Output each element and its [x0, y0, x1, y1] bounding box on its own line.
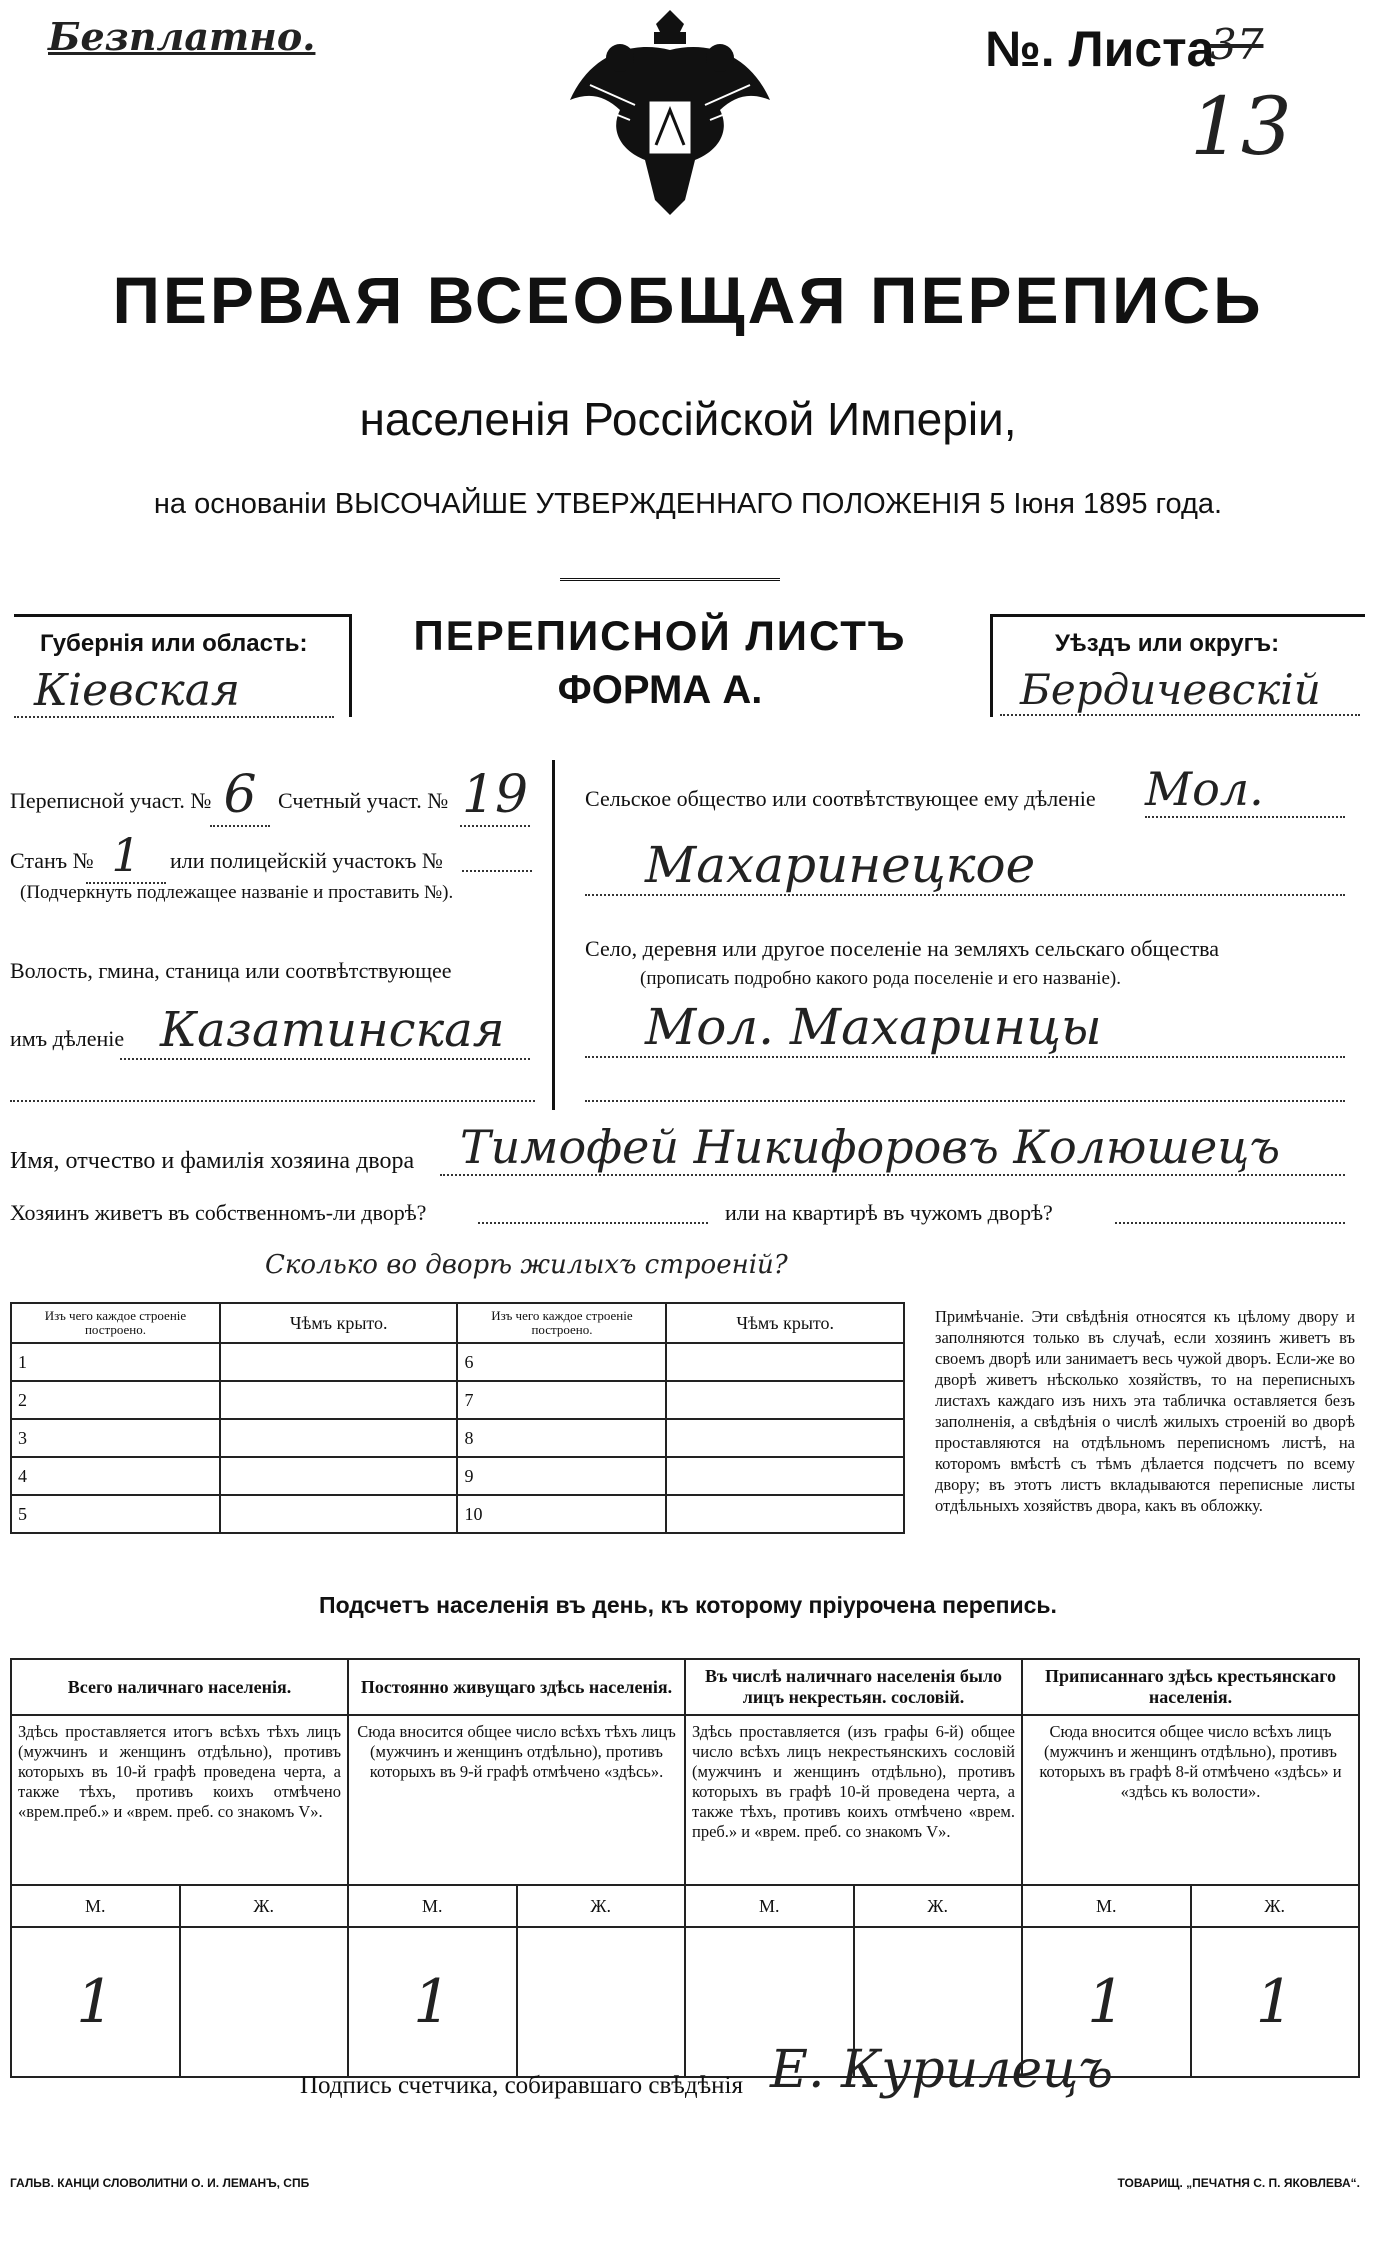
ornament-divider: [560, 578, 780, 581]
sheet-number-old: 37: [1210, 20, 1264, 69]
district-label: Уѣздъ или округъ:: [1055, 630, 1280, 657]
buildings-col-material: Изъ чего каждое строеніе построено.: [11, 1303, 220, 1343]
province-value: Кіевская: [14, 665, 334, 718]
society-value-1: Мол.: [1145, 762, 1345, 818]
province-label: Губернія или область:: [40, 630, 308, 657]
population-col-resident: Постоянно живущаго здѣсь населенія.: [348, 1659, 685, 1715]
owner-label: Имя, отчество и фамилія хозяина двора: [10, 1148, 415, 1174]
table-row: [11, 1495, 904, 1533]
volost-label: Волость, гмина, станица или соотвѣтствующее: [10, 958, 452, 983]
population-col-registered: Приписаннаго здѣсь крестьянскаго населенія.: [1022, 1659, 1359, 1715]
row-number: 6: [457, 1343, 666, 1381]
population-col-non-peasant: Въ числѣ наличнаго населенія было лицъ некрестьян. сословій.: [685, 1659, 1022, 1715]
row-number: 9: [457, 1457, 666, 1495]
table-row: [11, 1457, 904, 1495]
description-total: Здѣсь проставляется итогъ всѣхъ тѣхъ лицъ (мужчинъ и женщинъ отдѣльно), противъ которыхъ въ 10-й графѣ проведена черта, а также тѣхъ, противъ коихъ отмѣчено «врем.преб.» и «врем. преб. со знакомъ V».: [11, 1715, 348, 1885]
police-district-label: или полицейскій участокъ №: [170, 848, 443, 873]
count-value: 1: [348, 1927, 517, 2077]
sex-label: М.: [348, 1885, 517, 1927]
volost-extra-line: [10, 1100, 535, 1102]
buildings-table: [10, 1302, 905, 1534]
sex-label: Ж.: [854, 1885, 1023, 1927]
buildings-col-material-2: Изъ чего каждое строеніе построено.: [457, 1303, 666, 1343]
sex-label: М.: [11, 1885, 180, 1927]
signature-label: Подпись счетчика, собиравшаго свѣдѣнія: [300, 2072, 743, 2099]
village-extra-line: [585, 1100, 1345, 1102]
count-value: [517, 1927, 686, 2077]
count-value: [180, 1927, 349, 2077]
note-text: Примѣчаніе. Эти свѣдѣнія относятся къ цѣлому двору и заполняются только въ случаѣ, если хозяинъ живетъ въ своемъ дворѣ или занимаетъ весь чужой дворъ. Если-же во дворѣ живетъ нѣсколько хозяйствъ, то на переписныхъ листахъ каждаго изъ нихъ эта табличка оставляется безъ заполненія, а свѣдѣнія о числѣ жилыхъ строеній во дворѣ проставляются на отдѣльномъ переписномъ листѣ, на которомъ вмѣстѣ съ тѣмъ дѣлается подсчетъ по всему двору; въ этотъ листъ вкладываются переписные листы отдѣльныхъ хозяйствъ двора, какъ въ обложку.: [935, 1307, 1355, 1515]
sex-label: Ж.: [517, 1885, 686, 1927]
row-number: 1: [11, 1343, 220, 1381]
sex-label: Ж.: [1191, 1885, 1360, 1927]
census-district-value: 6: [210, 765, 270, 827]
row-number: 4: [11, 1457, 220, 1495]
form-title: ПЕРЕПИСНОЙ ЛИСТЪ: [413, 612, 907, 659]
stan-value: 1: [86, 828, 166, 884]
main-title: ПЕРВАЯ ВСЕОБЩАЯ ПЕРЕПИСЬ: [112, 263, 1264, 337]
description-non-peasant: Здѣсь проставляется (изъ графы 6-й) общее число всѣхъ лицъ некрестьянскихъ сословій (мужчинъ и женщинъ отдѣльно), противъ которыхъ въ графѣ 10-й проведена черта, а также тѣхъ, противъ коихъ отмѣчено «врем. преб.» и «врем. преб. со знакомъ V».: [685, 1715, 1022, 1885]
owner-value: Тимофей Никифоровъ Колюшецъ: [440, 1120, 1345, 1176]
table-row: [11, 1419, 904, 1457]
sex-label: М.: [685, 1885, 854, 1927]
buildings-label: Сколько во дворѣ жилыхъ строеній?: [265, 1250, 788, 1280]
village-label: Село, деревня или другое поселеніе на земляхъ сельскаго общества: [585, 936, 1220, 961]
police-district-line: [462, 870, 532, 872]
own-yard-label: Хозяинъ живетъ въ собственномъ-ли дворѣ?: [10, 1200, 427, 1225]
rent-label: или на квартирѣ въ чужомъ дворѣ?: [725, 1200, 1053, 1225]
count-value: 1: [11, 1927, 180, 2077]
rent-line: [1115, 1222, 1345, 1224]
free-label: Безплатно.: [48, 14, 316, 59]
district-value: Бердичевскій: [1000, 665, 1360, 716]
village-value: Мол. Махаринцы: [585, 998, 1345, 1058]
stan-label: Станъ №: [10, 848, 94, 873]
footer-right: ТОВАРИЩ. „ПЕЧАТНЯ С. П. ЯКОВЛЕВА“.: [1117, 2176, 1360, 2190]
table-row: [11, 1381, 904, 1419]
census-district-label: Переписной участ. №: [10, 788, 212, 813]
own-yard-line: [478, 1222, 708, 1224]
subtitle: населенія Россійской Имперіи,: [359, 393, 1017, 445]
signature-value: Е. Курилецъ: [770, 2040, 1114, 2100]
form-subtitle: ФОРМА А.: [557, 668, 763, 712]
sheet-number-label: №. Листа: [985, 21, 1215, 77]
buildings-col-roof: Чѣмъ крыто.: [220, 1303, 458, 1343]
population-col-total: Всего наличнаго населенія.: [11, 1659, 348, 1715]
footer-left: ГАЛЬВ. КАНЦИ СЛОВОЛИТНИ О. И. ЛЕМАНЪ, СПБ: [10, 2176, 310, 2190]
description-resident: Сюда вносится общее число всѣхъ тѣхъ лицъ (мужчинъ и женщинъ отдѣльно), противъ которыхъ въ 9-й графѣ отмѣчено «здѣсь».: [348, 1715, 685, 1885]
row-number: 5: [11, 1495, 220, 1533]
row-number: 8: [457, 1419, 666, 1457]
underline-note: (Подчеркнуть подлежащее названіе и проставить №).: [20, 882, 454, 903]
legal-basis: на основаніи ВЫСОЧАЙШЕ УТВЕРЖДЕННАГО ПОЛОЖЕНІЯ 5 Іюня 1895 года.: [153, 488, 1223, 520]
sheet-number-new: 13: [1190, 80, 1292, 173]
section-divider: [552, 760, 555, 1110]
count-value: 1: [1022, 1927, 1191, 2077]
buildings-col-roof-2: Чѣмъ крыто.: [666, 1303, 904, 1343]
row-number: 10: [457, 1495, 666, 1533]
count-district-value: 19: [461, 765, 529, 825]
count-title: Подсчетъ населенія въ день, къ которому пріурочена перепись.: [319, 1592, 1057, 1618]
society-label: Сельское общество или соотвѣтствующее ему дѣленіе: [585, 786, 1096, 811]
society-value-2: Махаринецкое: [585, 836, 1345, 896]
double-headed-eagle-emblem: [550, 0, 790, 235]
count-district-label: Счетный участ. №: [278, 788, 449, 813]
sex-label: Ж.: [180, 1885, 349, 1927]
row-number: 3: [11, 1419, 220, 1457]
volost-label-2: имъ дѣленіе: [10, 1026, 125, 1051]
volost-value: Казатинская: [120, 1002, 530, 1060]
table-row: [11, 1343, 904, 1381]
description-registered: Сюда вносится общее число всѣхъ лицъ (мужчинъ и женщинъ отдѣльно), противъ которыхъ въ графѣ 8-й отмѣчено «здѣсь» и «здѣсь къ волости».: [1022, 1715, 1359, 1885]
population-table: [10, 1658, 1360, 2078]
count-value: 1: [1191, 1927, 1360, 2077]
sex-label: М.: [1022, 1885, 1191, 1927]
row-number: 7: [457, 1381, 666, 1419]
row-number: 2: [11, 1381, 220, 1419]
village-note: (прописать подробно какого рода поселеніе и его названіе).: [640, 968, 1121, 989]
